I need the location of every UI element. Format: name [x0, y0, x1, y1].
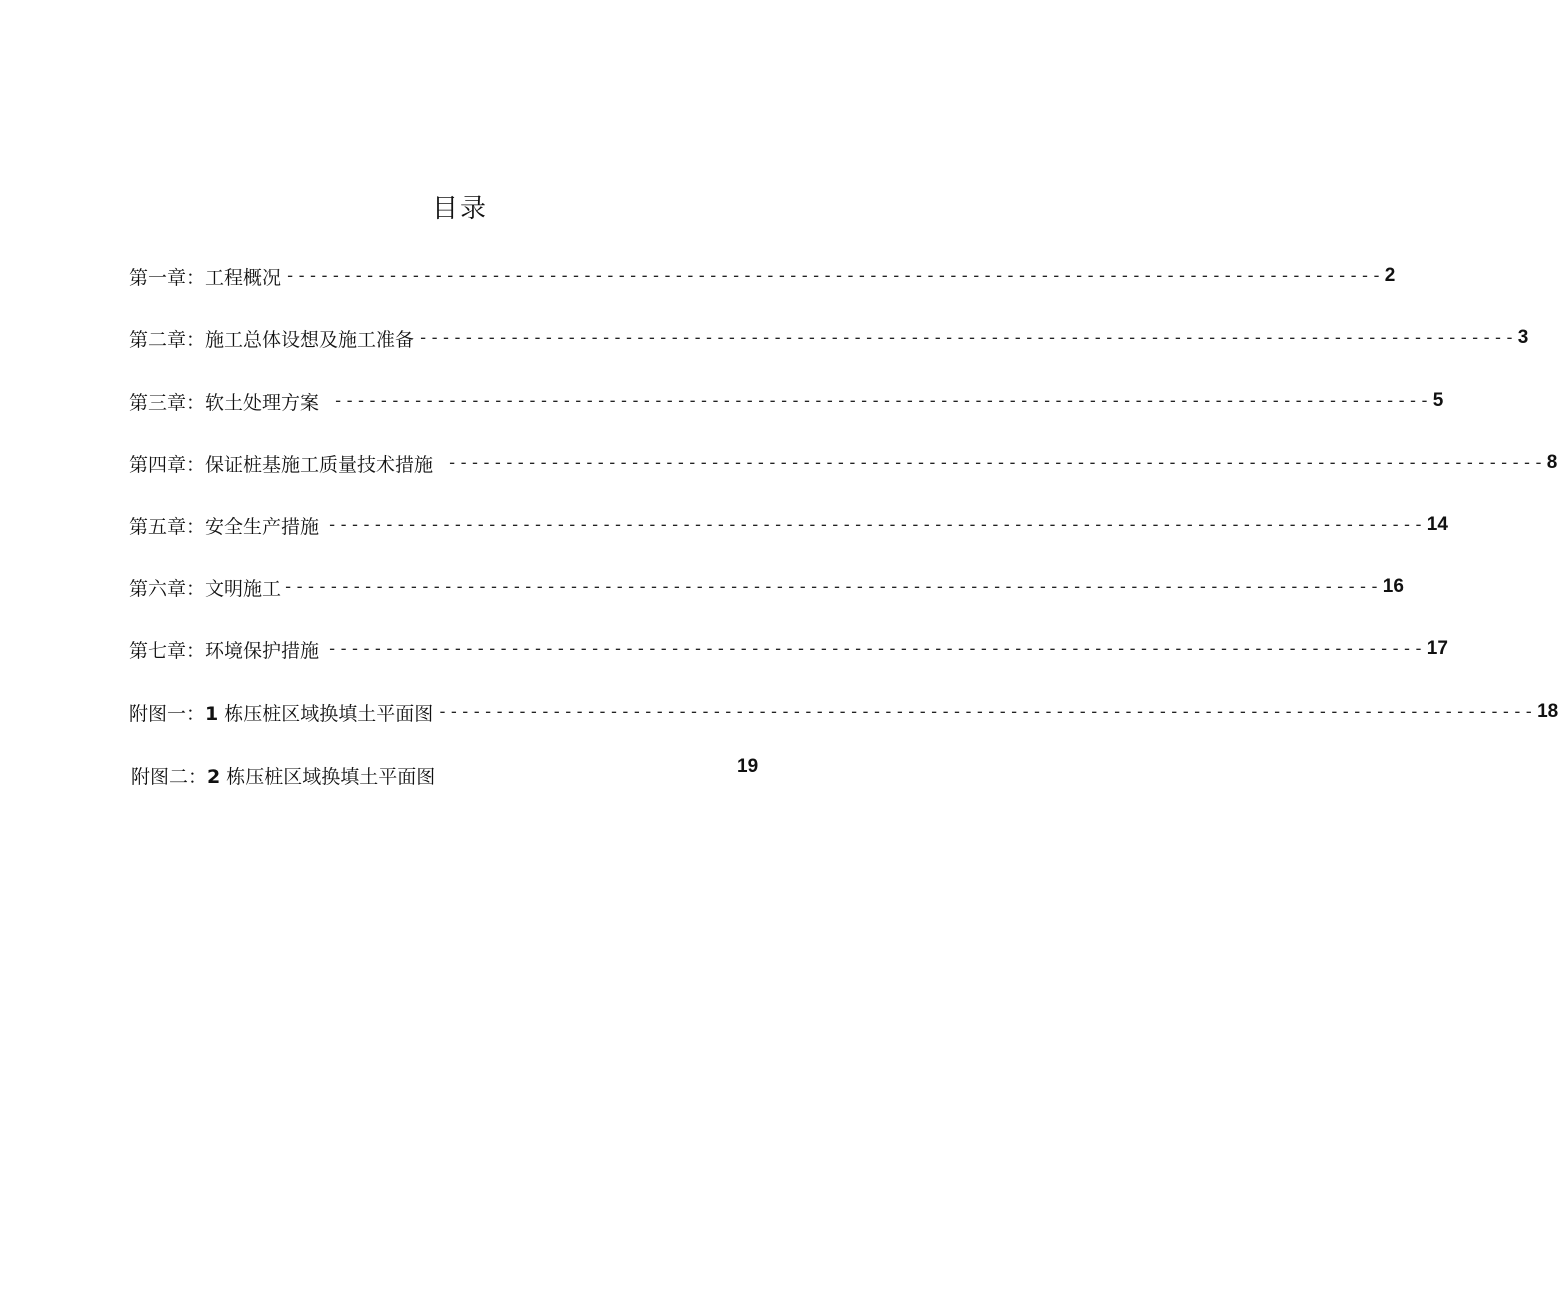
toc-entry-page: 2 [1384, 265, 1396, 286]
toc-leader-dots: ------------------------------------------------------------------------------------------------ [333, 391, 1431, 411]
toc-entry[interactable] [129, 573, 1404, 601]
toc-leader-dots: ------------------------------------------------------------------------------------------------ [327, 515, 1425, 535]
toc-entry[interactable] [129, 324, 1529, 352]
appendix-text: 栋压桩区域换填土平面图 [224, 702, 434, 725]
toc-entry-label: 第五章：安全生产措施 [129, 515, 320, 538]
appendix-entry-label [131, 762, 435, 789]
toc-entry-label: 第一章：工程概况 [129, 266, 282, 289]
toc-entry-page: 5 [1432, 390, 1444, 411]
toc-entry-label: 第六章：文明施工 [129, 577, 282, 600]
appendix-entry-label [129, 699, 433, 726]
toc-entry-page: 16 [1382, 576, 1404, 597]
appendix-text: 栋压桩区域换填土平面图 [226, 765, 436, 788]
appendix-prefix: 附图二： [131, 765, 208, 788]
toc-entry-page: 8 [1546, 452, 1558, 473]
toc-entry-label: 第四章：保证桩基施工质量技术措施 [129, 453, 434, 476]
toc-leader-dots: ------------------------------------------------------------------------------------------------ [283, 577, 1381, 597]
toc-entry[interactable] [129, 387, 1444, 415]
toc-entry-label: 第七章：环境保护措施 [129, 639, 320, 662]
toc-entry-label: 第三章：软土处理方案 [129, 391, 320, 414]
appendix-entry-page: 18 [1537, 701, 1558, 722]
toc-leader-dots: ------------------------------------------------------------------------------------------------ [327, 639, 1425, 659]
appendix-entry[interactable] [131, 761, 461, 789]
toc-entry[interactable] [129, 449, 1558, 477]
toc-entry-page: 17 [1426, 638, 1448, 659]
toc-leader-dots: ------------------------------------------------------------------------------------------------ [418, 328, 1516, 348]
toc-entry-page: 14 [1426, 514, 1448, 535]
toc-entry[interactable] [129, 635, 1448, 663]
toc-leader-dots: ------------------------------------------------------------------------------------------------ [285, 266, 1383, 286]
appendix-prefix: 附图一： [129, 702, 206, 725]
appendix-entry[interactable] [129, 698, 1558, 726]
toc-entry-page: 3 [1517, 327, 1529, 348]
appendix-number: 2 [207, 765, 221, 788]
toc-entry-label: 第二章：施工总体设想及施工准备 [129, 328, 415, 351]
toc-leader-dots: ------------------------------------------------------------------------------------------------ [447, 453, 1545, 473]
toc-entry[interactable] [129, 511, 1448, 539]
toc-leader-dots: ------------------------------------------------------------------------------------------------ [437, 702, 1536, 722]
appendix-number: 1 [205, 702, 219, 725]
appendix-entry-page: 19 [737, 756, 759, 777]
toc-entry[interactable] [129, 262, 1396, 290]
toc-title: 目录 [431, 194, 488, 224]
